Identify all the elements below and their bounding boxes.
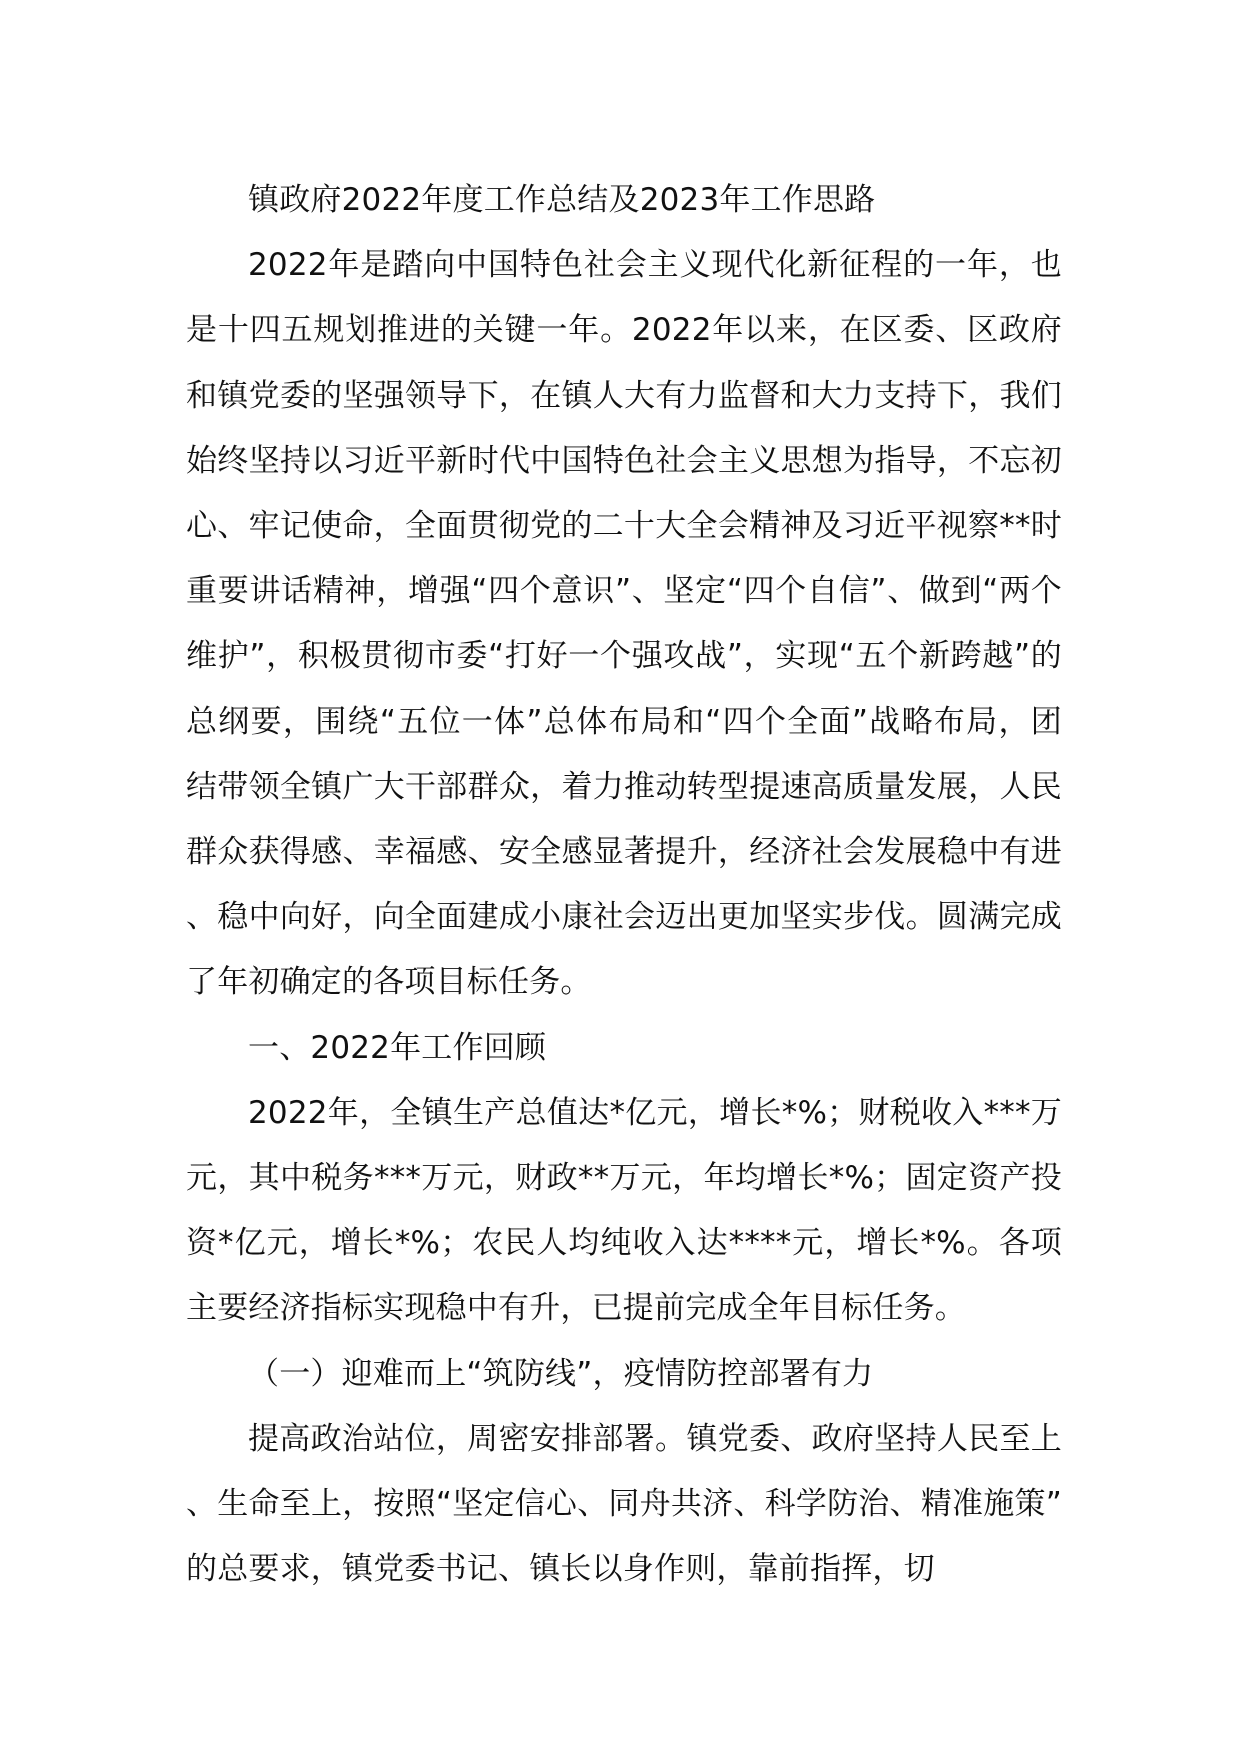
section-heading-review: 一、2022年工作回顾 (248, 1029, 547, 1066)
epidemic-paragraph: 提高政治站位，周密安排部署。镇党委、政府坚持人民至上、生命至上，按照“坚定信心、同舟共济、科学防治、精准施策”的总要求，镇党委书记、镇长以身作则，靠前指挥，切 (186, 1420, 1062, 1588)
document-title: 镇政府2022年度工作总结及2023年工作思路 (248, 182, 876, 218)
subsection-heading-epidemic: （一）迎难而上“筑防线”，疫情防控部署有力 (248, 1355, 874, 1392)
document-body (186, 168, 1062, 1602)
economic-summary-paragraph: 2022年，全镇生产总值达*亿元，增长*%；财税收入***万元，其中税务***万元，财政**万元，年均增长*%；固定资产投资*亿元，增长*%；农民人均纯收入达****元，增长*%。各项主要经济指标实现稳中有升，已提前完成全年目标任务。 (186, 1094, 1062, 1327)
intro-paragraph: 2022年是踏向中国特色社会主义现代化新征程的一年，也是十四五规划推进的关键一年。2022年以来，在区委、区政府和镇党委的坚强领导下，在镇人大有力监督和大力支持下，我们始终坚持以习近平新时代中国特色社会主义思想为指导，不忘初心、牢记使命，全面贯彻党的二十大全会精神及习近平视察**时重要讲话精神，增强“四个意识”、坚定“四个自信”、做到“两个维护”，积极贯彻市委“打好一个强攻战”，实现“五个新跨越”的总纲要，围绕“五位一体”总体布局和“四个全面”战略布局，团结带领全镇广大干部群众，着力推动转型提速高质量发展，人民群众获得感、幸福感、安全感显著提升，经济社会发展稳中有进、稳中向好，向全面建成小康社会迈出更加坚实步伐。圆满完成了年初确定的各项目标任务。 (186, 247, 1062, 1001)
